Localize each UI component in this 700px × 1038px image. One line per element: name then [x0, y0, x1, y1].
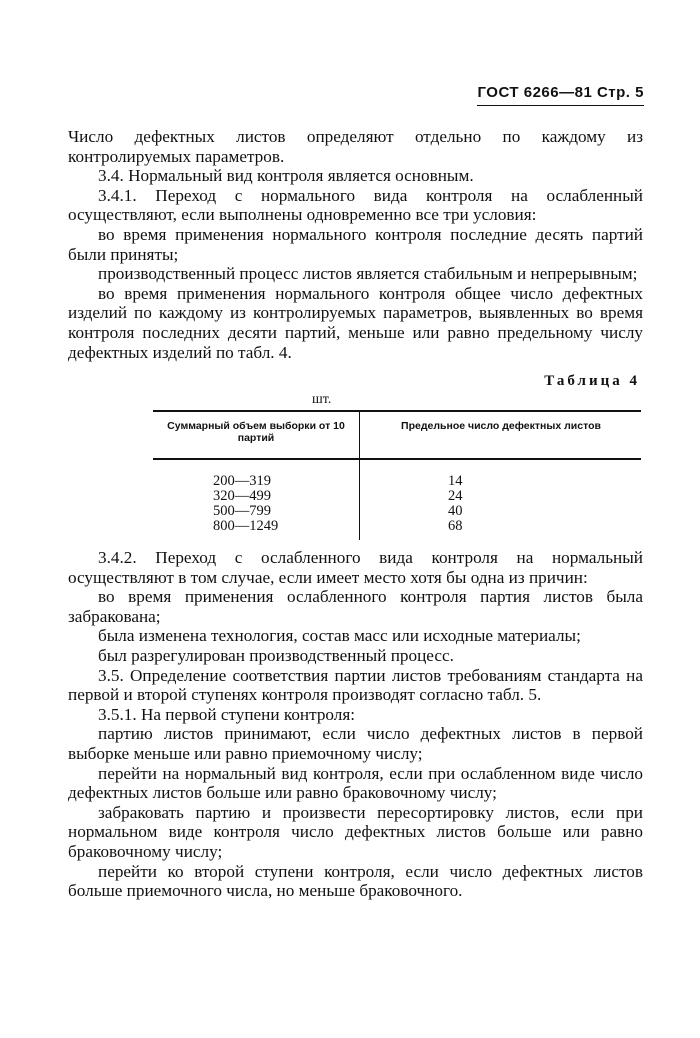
- paragraph: во время применения нормального контроля последние десять партий были приняты;: [68, 224, 643, 264]
- table-header-rule: [153, 458, 641, 460]
- table-header-defect-limit: Предельное число дефектных листов: [401, 420, 601, 432]
- table-caption: Таблица 4: [544, 373, 640, 389]
- paragraph: была изменена технология, состав масс или исходные материалы;: [98, 626, 581, 646]
- table-column-defect-limit: [448, 474, 488, 534]
- table-unit: шт.: [312, 392, 332, 407]
- paragraph: был разрегулирован производственный процесс.: [98, 645, 454, 665]
- page-header: ГОСТ 6266—81 Стр. 5: [477, 84, 644, 106]
- paragraph: производственный процесс листов является стабильным и непрерывным;: [98, 264, 638, 284]
- table-column-sample-volume: [213, 474, 313, 534]
- table-cell: 40: [448, 503, 463, 519]
- paragraph: 3.5. Определение соответствия партии листов требованиям стандарта на первой и второй ступенях контроля производят согласно табл. 5.: [68, 665, 643, 705]
- paragraph: забраковать партию и произвести пересортировку листов, если при нормальном виде контроля число дефектных листов больше или равно браковочному числу;: [68, 802, 643, 861]
- paragraph: партию листов принимают, если число дефектных листов в первой выборке меньше или равно приемочному числу;: [68, 724, 643, 763]
- table-cell: 320—499: [213, 488, 271, 504]
- paragraph: во время применения нормального контроля общее число дефектных изделий по каждому из контролируемых параметров, выявленных во время контроля последних десяти партий, меньше или равно предельному числу дефектных изделий по табл. 4.: [68, 283, 643, 362]
- table-top-rule: [153, 410, 641, 412]
- table-cell: 24: [448, 488, 463, 504]
- table-cell: 14: [448, 473, 463, 489]
- table-column-divider: [359, 410, 360, 540]
- paragraph: перейти ко второй ступени контроля, если число дефектных листов больше приемочного числа, но меньше браковочного.: [68, 861, 643, 901]
- paragraph: во время применения ослабленного контроля партия листов была забракована;: [68, 587, 643, 626]
- text-block-upper: [68, 127, 643, 362]
- paragraph: 3.5.1. На первой ступени контроля:: [98, 704, 356, 724]
- table-cell: 800—1249: [213, 518, 279, 534]
- table-cell: 68: [448, 518, 463, 534]
- paragraph: перейти на нормальный вид контроля, если при ослабленном виде число дефектных листов больше или равно браковочному числу;: [68, 763, 643, 803]
- paragraph: Число дефектных листов определяют отдельно по каждому из контролируемых параметров.: [68, 127, 643, 166]
- paragraph: 3.4.2. Переход с ослабленного вида контроля на нормальный осуществляют в том случае, если имеет место хотя бы одна из причин:: [68, 548, 643, 587]
- text-block-lower: [68, 548, 643, 901]
- paragraph: 3.4.1. Переход с нормального вида контроля на ослабленный осуществляют, если выполнены одновременно все три условия:: [68, 185, 643, 225]
- table-cell: 500—799: [213, 503, 271, 519]
- table-cell: 200—319: [213, 473, 271, 489]
- table-header-sample-volume: Суммарный объем выборки от 10 партий: [167, 420, 345, 444]
- limit-table: [153, 410, 641, 540]
- paragraph: 3.4. Нормальный вид контроля является основным.: [98, 166, 474, 186]
